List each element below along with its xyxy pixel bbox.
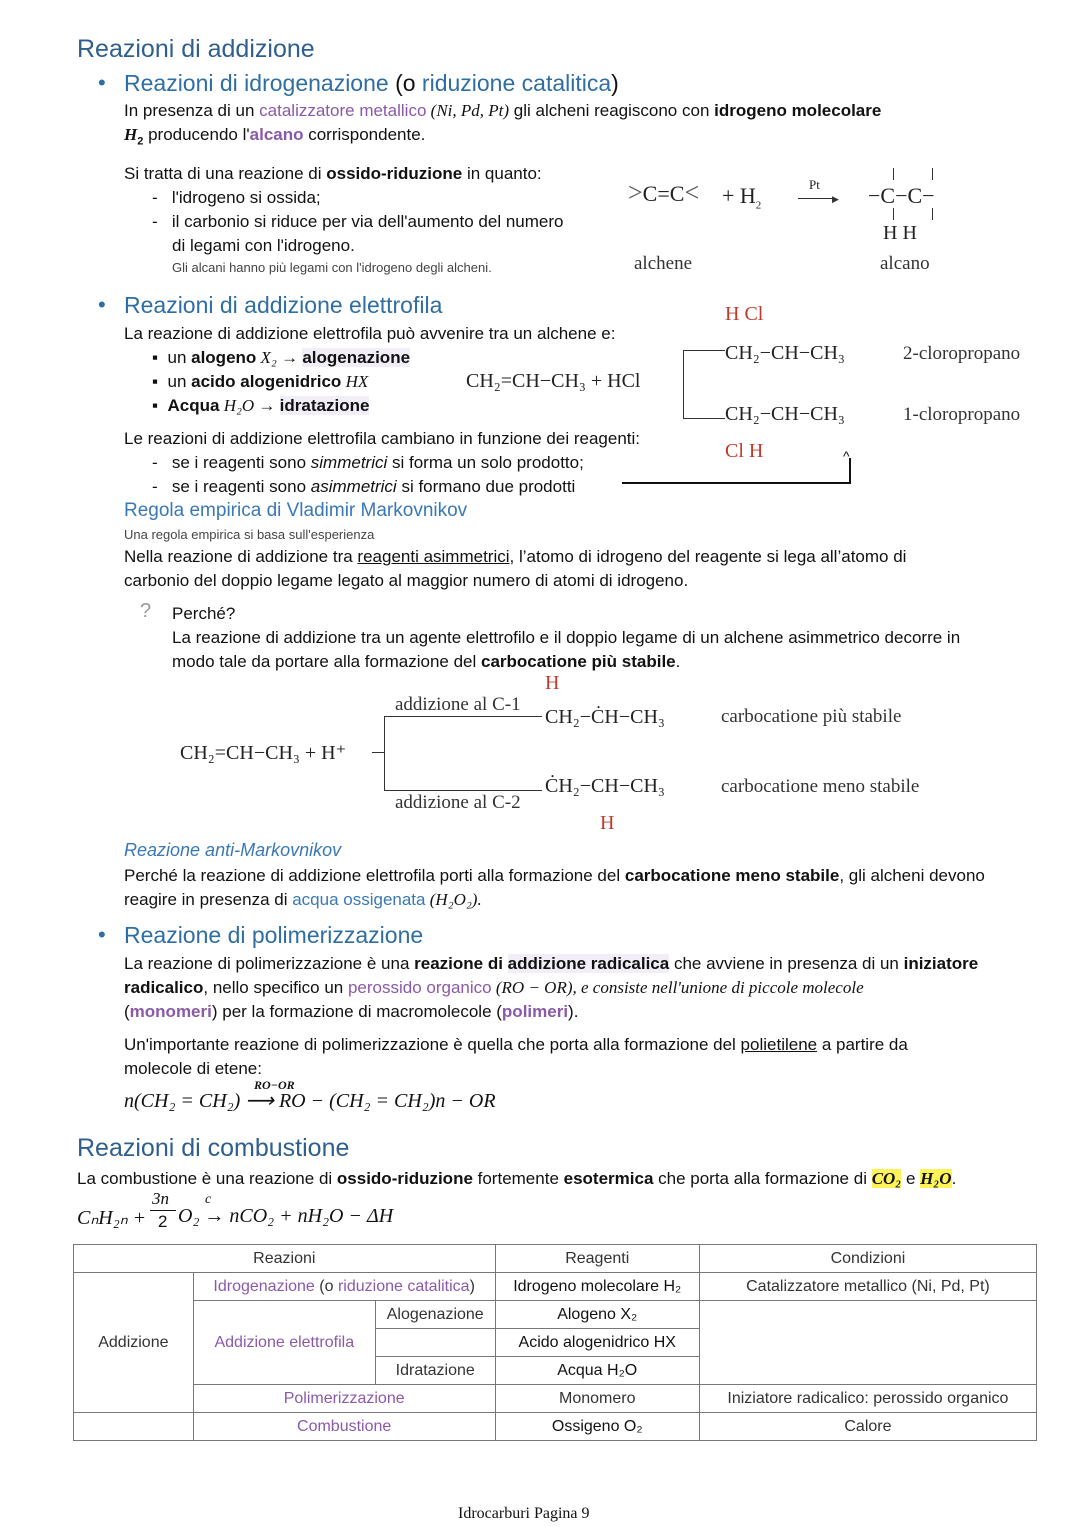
propene-h-equation: CH₂=CH−CH₃ + H⁺ [180, 742, 347, 764]
table-cell-reagent: Alogeno X₂ [495, 1301, 699, 1329]
redox-list-item-2: - il carbonio si riduce per via dell'aumento del numero [152, 212, 564, 231]
product1-top-atoms: H Cl [725, 303, 764, 325]
branch-line [683, 350, 684, 418]
polyethylene-equation: n(CH₂ = CH₂) ⟶ RO − (CH₂ = CH₂)n − OR [124, 1090, 496, 1112]
branch-line [683, 418, 725, 419]
bullet-dot: • [98, 70, 106, 95]
product2-bottom-atoms: Cl H [725, 440, 764, 462]
bond-line [932, 168, 933, 180]
table-cell-reagent: Acqua H₂O [495, 1357, 699, 1385]
elet-list-item-1: ▪ un alogeno X₂ → alogenazione [152, 348, 411, 367]
alkene-formula: >C=C< [628, 178, 700, 207]
combustion-fraction-denominator: 2 [158, 1212, 168, 1231]
poli-paragraph-3: (monomeri) per la formazione di macromolecole (polimeri). [124, 1002, 579, 1021]
poli-paragraph-2: radicalico, nello specifico un perossido organico (RO − OR), e consiste nell'unione di piccole molecole [124, 978, 864, 997]
table-header-reagenti: Reagenti [495, 1245, 699, 1273]
alkane-formula: −C−C− [868, 183, 935, 208]
table-row [74, 1385, 1037, 1413]
table-cell-addizione: Addizione [74, 1273, 194, 1413]
label-alcano: alcano [880, 253, 930, 274]
elet-list-item-2: ▪ un acido alogenidrico HX [152, 372, 369, 391]
product-1-cloropropano: CH₂−CH−CH₃ [725, 403, 845, 425]
table-row [74, 1413, 1037, 1441]
label-carbocatione-meno-stabile: carbocatione meno stabile [721, 776, 920, 797]
bond-line [893, 208, 894, 220]
poli-paragraph-1: La reazione di polimerizzazione è una reazione di addizione radicalica che avviene in presenza di un iniziatore [124, 954, 979, 973]
carbocation-primary: ĊH₂−CH−CH₃ [545, 775, 665, 797]
markovnikov-rule-1: Nella reazione di addizione tra reagenti asimmetrici, l’atomo di idrogeno del reagente si lega all’atomo di [124, 547, 907, 566]
elet-list-item-3: ▪ Acqua H₂O → idratazione [152, 396, 370, 415]
table-header-condizioni: Condizioni [699, 1245, 1036, 1273]
combustion-equation-right: O₂ → nCO₂ + nH₂O − ΔH [178, 1205, 394, 1227]
combustion-equation-left: CₙH₂ₙ + [77, 1207, 147, 1229]
bullet-dot: • [98, 922, 106, 947]
arrow-head-icon: ▶ [832, 194, 839, 204]
idro-redox-intro: Si tratta di una reazione di ossido-riduzione in quanto: [124, 164, 542, 183]
subsection-title-idrogenazione: Reazioni di idrogenazione (o riduzione catalitica) [124, 70, 619, 96]
table-cell-empty [375, 1329, 495, 1357]
up-arrow-icon: ^ [843, 448, 850, 464]
label-alchene: alchene [634, 253, 693, 274]
carbocation-secondary: CH₂−ĊH−CH₃ [545, 706, 665, 728]
label-1-cloropropano: 1-cloropropano [903, 404, 1021, 425]
why-paragraph-1: La reazione di addizione tra un agente elettrofilo e il doppio legame di un alchene asimmetrico decorre in [172, 628, 961, 647]
label-2-cloropropano: 2-cloropropano [903, 343, 1021, 364]
table-cell-condition: Catalizzatore metallico (Ni, Pd, Pt) [699, 1273, 1036, 1301]
summary-table [73, 1244, 1037, 1441]
table-cell-idrogenazione: Idrogenazione (o riduzione catalitica) [193, 1273, 495, 1301]
branch-line [372, 752, 384, 753]
table-row [74, 1301, 1037, 1329]
anti-paragraph-2: reagire in presenza di acqua ossigenata (H₂O₂). [124, 890, 482, 909]
section-title-combustione: Reazioni di combustione [77, 1134, 350, 1162]
label-carbocatione-piu-stabile: carbocatione più stabile [721, 706, 902, 727]
anti-markovnikov-title: Reazione anti-Markovnikov [124, 840, 342, 860]
bond-line [932, 208, 933, 220]
label-addizione-c2: addizione al C-2 [395, 792, 521, 813]
table-cell-idratazione: Idratazione [375, 1357, 495, 1385]
table-cell-polimerizzazione: Polimerizzazione [193, 1385, 495, 1413]
hcl-equation: CH₂=CH−CH₃ + HCl [466, 370, 641, 392]
section-title-addizione: Reazioni di addizione [77, 35, 315, 63]
branch-line [384, 716, 385, 790]
c1-hydrogen: H [545, 672, 560, 694]
table-cell-condition: Iniziatore radicalico: perossido organico [699, 1385, 1036, 1413]
subsection-title-elettrofila: Reazioni di addizione elettrofila [124, 292, 443, 318]
branch-line [384, 790, 542, 791]
bond-line [893, 168, 894, 180]
catalyst-label: Pt [809, 177, 820, 192]
table-cell-combustione: Combustione [193, 1413, 495, 1441]
branch-line [384, 716, 542, 717]
markovnikov-note: Una regola empirica si basa sull'esperienza [124, 527, 375, 542]
combustion-fraction-numerator: 3n [152, 1189, 169, 1208]
elet-intro: La reazione di addizione elettrofila può avvenire tra un alchene e: [124, 324, 616, 343]
anti-paragraph-1: Perché la reazione di addizione elettrofila porti alla formazione del carbocatione meno stabile, gli alcheni devono [124, 866, 985, 885]
pointer-line [622, 482, 850, 484]
markovnikov-rule-2: carbonio del doppio legame legato al maggior numero di atomi di idrogeno. [124, 571, 689, 590]
c2-hydrogen: H [600, 812, 615, 834]
table-cell-reagent: Monomero [495, 1385, 699, 1413]
elet-symmetric-item: - se i reagenti sono simmetrici si forma un solo prodotto; [152, 453, 584, 472]
table-cell-reagent: Idrogeno molecolare H₂ [495, 1273, 699, 1301]
table-cell-alogenazione: Alogenazione [375, 1301, 495, 1329]
why-paragraph-2: modo tale da portare alla formazione del carbocatione più stabile. [172, 652, 681, 671]
idro-paragraph-1: In presenza di un catalizzatore metallico (Ni, Pd, Pt) gli alcheni reagiscono con idrogeno molecolare [124, 101, 882, 120]
bullet-dot: • [98, 292, 106, 317]
product-2-cloropropano: CH₂−CH−CH₃ [725, 342, 845, 364]
table-row [74, 1245, 1037, 1273]
table-header-reazioni: Reazioni [74, 1245, 496, 1273]
table-cell-empty [74, 1413, 194, 1441]
polymer-initiator-label: RO−OR [254, 1078, 295, 1092]
comb-paragraph: La combustione è una reazione di ossido-riduzione fortemente esotermica che porta alla formazione di CO₂ e H₂O. [77, 1169, 957, 1188]
markovnikov-title: Regola empirica di Vladimir Markovnikov [124, 500, 468, 521]
idro-note: Gli alcani hanno più legami con l'idrogeno degli alcheni. [172, 260, 492, 275]
table-cell-condition: Calore [699, 1413, 1036, 1441]
table-row [74, 1273, 1037, 1301]
why-heading: Perché? [172, 604, 236, 623]
poli-paragraph-5: molecole di etene: [124, 1059, 262, 1078]
page-footer: Idrocarburi Pagina 9 [458, 1505, 590, 1522]
alkane-hydrogens: H H [883, 222, 917, 244]
h2-reagent: + $H_2$ [722, 183, 762, 212]
branch-line [683, 350, 725, 351]
subsection-title-polimerizzazione: Reazione di polimerizzazione [124, 922, 424, 948]
question-icon: ? [140, 600, 152, 622]
combustion-condition-c: c [205, 1192, 212, 1207]
elet-change-text: Le reazioni di addizione elettrofila cambiano in funzione dei reagenti: [124, 429, 641, 448]
table-cell-condition-empty [699, 1301, 1036, 1385]
table-cell-reagent: Acido alogenidrico HX [495, 1329, 699, 1357]
table-cell-reagent: Ossigeno O₂ [495, 1413, 699, 1441]
reaction-arrow [798, 198, 836, 199]
redox-list-item-1: - l'idrogeno si ossida; [152, 188, 321, 207]
elet-asymmetric-item: - se i reagenti sono asimmetrici si formano due prodotti [152, 477, 576, 496]
table-cell-addizione-elettrofila: Addizione elettrofila [193, 1301, 375, 1385]
fraction-bar [150, 1210, 176, 1211]
poli-paragraph-4: Un'importante reazione di polimerizzazione è quella che porta alla formazione del polietilene a partire da [124, 1035, 908, 1054]
label-addizione-c1: addizione al C-1 [395, 694, 521, 715]
idro-paragraph-2: $H_2$ producendo l'alcano corrispondente. [124, 125, 426, 148]
redox-list-item-2-cont: di legami con l'idrogeno. [172, 236, 355, 255]
